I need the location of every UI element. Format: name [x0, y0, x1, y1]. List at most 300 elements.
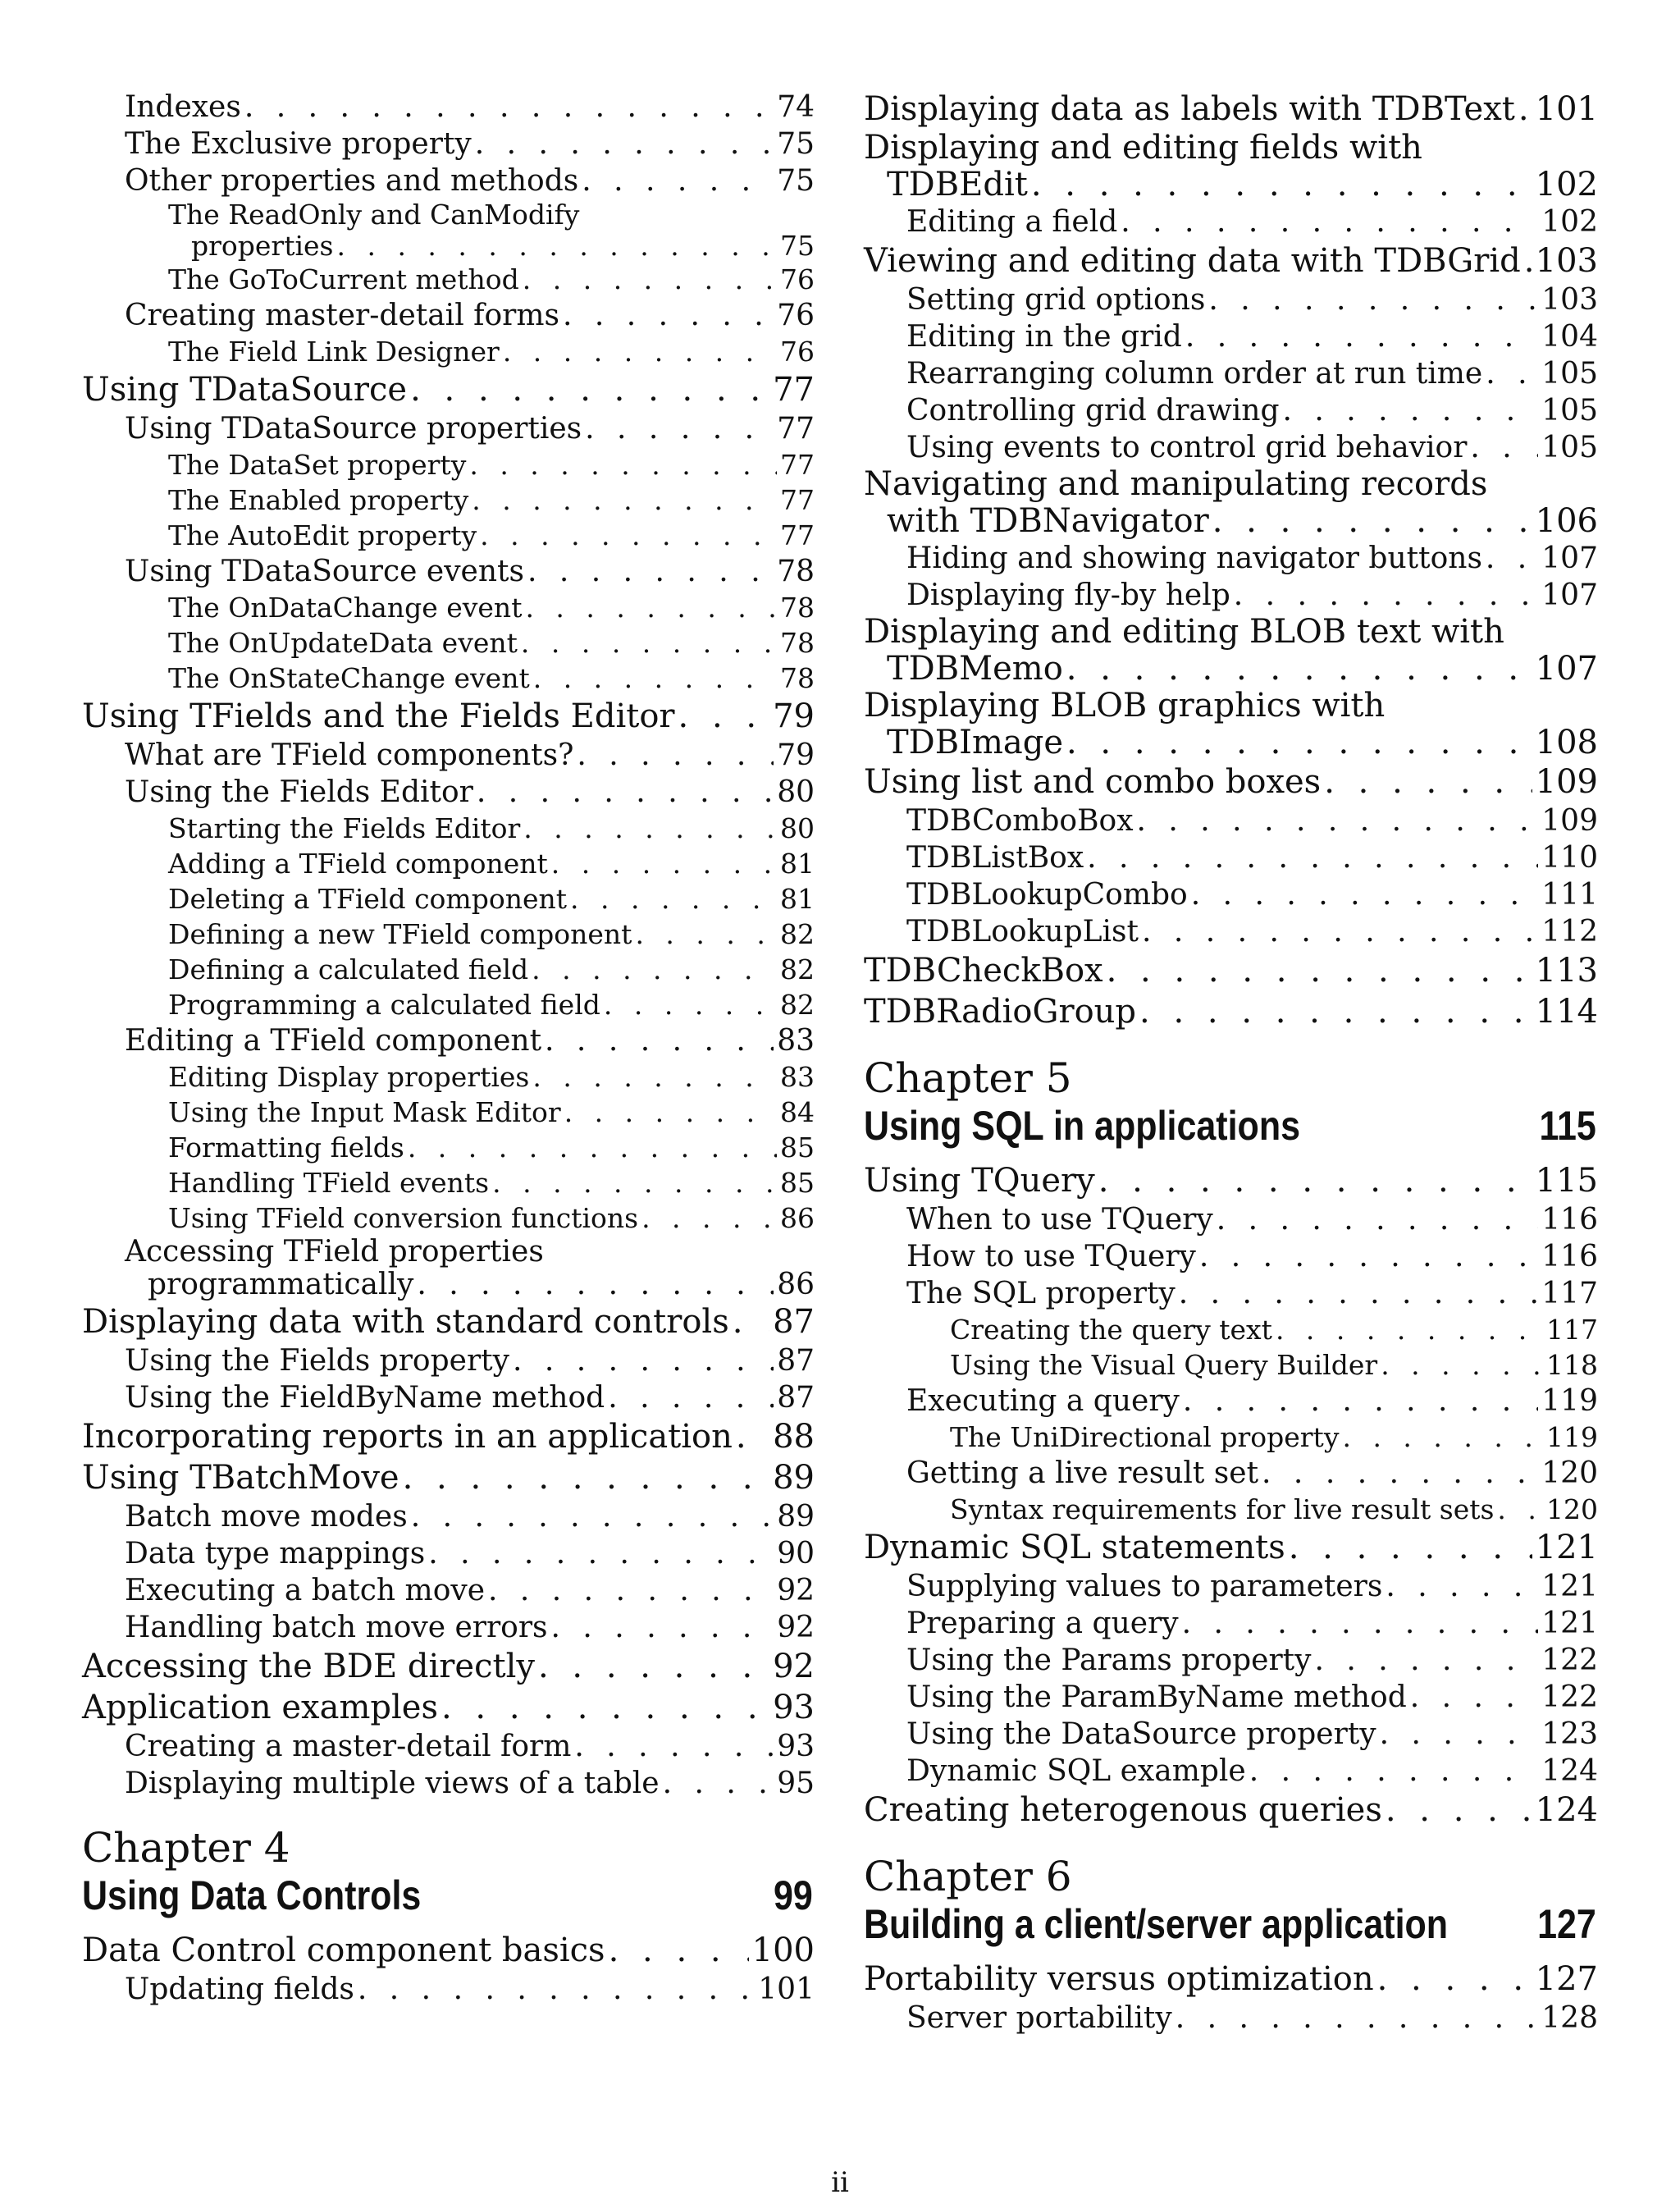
toc-entry-displaying-fly-by-help [864, 577, 1598, 614]
toc-entry-title: Dynamic SQL example [906, 1754, 1246, 1788]
toc-entry-title: Accessing TField properties [125, 1235, 544, 1269]
toc-right-column [864, 89, 1598, 2037]
toc-entry-title: Using TFields and the Fields Editor [82, 697, 675, 735]
dot-leader [358, 1971, 755, 2008]
toc-entry-the-readonly-and-canmodify-properties [82, 199, 815, 262]
dot-leader [564, 1095, 777, 1130]
toc-entry-title: Using the Input Mask Editor [168, 1096, 561, 1128]
dot-leader [1191, 876, 1539, 913]
toc-page-number: 92 [777, 1611, 815, 1644]
toc-entry-handling-tfield-events [82, 1165, 815, 1200]
toc-entry-title: Dynamic SQL statements [864, 1529, 1285, 1566]
dot-leader [1315, 1642, 1539, 1679]
toc-entry-title: Displaying multiple views of a table [125, 1767, 660, 1800]
dot-leader [678, 696, 770, 737]
dot-leader [635, 917, 777, 952]
toc-page-number: 109 [1541, 804, 1598, 838]
toc-entry-continuation [125, 1269, 815, 1301]
dot-leader [1066, 725, 1532, 761]
toc-entry-tdblookupcombo [864, 876, 1598, 913]
chapter-label: Chapter 5 [864, 1054, 1072, 1102]
toc-entry-the-unidirectional-property [864, 1420, 1598, 1455]
toc-entry-title: Creating the query text [950, 1314, 1272, 1346]
toc-entry-using-the-parambyname-method [864, 1679, 1598, 1716]
toc-entry-title: The OnDataChange event [168, 592, 523, 624]
toc-entry-title-continued: TDBEdit [887, 166, 1028, 203]
toc-entry-editing-a-tfield-component [82, 1022, 815, 1059]
toc-page-number: 105 [1541, 394, 1598, 427]
toc-entry-continuation [864, 503, 1598, 540]
toc-entry-title: Adding a TField component [168, 848, 548, 880]
toc-entry-title: TDBRadioGroup [864, 993, 1137, 1031]
dot-leader [532, 1059, 777, 1095]
toc-entry-continuation [864, 651, 1598, 688]
toc-entry-tdbcheckbox [864, 950, 1598, 991]
toc-page-number: 82 [780, 953, 815, 985]
toc-entry-editing-in-the-grid [864, 318, 1598, 355]
toc-entry-title: Editing a TField component [125, 1024, 542, 1058]
toc-page-number: 102 [1541, 205, 1598, 239]
dot-leader [336, 231, 777, 262]
chapter-page-number: 127 [1537, 1901, 1596, 1947]
toc-entry-title: When to use TQuery [906, 1203, 1213, 1237]
chapter-page-number: 115 [1539, 1103, 1596, 1149]
chapter-title: Using Data Controls [82, 1872, 422, 1918]
dot-leader [1386, 1790, 1532, 1831]
dot-leader [527, 553, 774, 590]
toc-entry-title: Using TQuery [864, 1162, 1095, 1200]
toc-entry-handling-batch-move-errors [82, 1609, 815, 1646]
toc-entry-title: Data Control component basics [82, 1932, 605, 1969]
toc-entry-hiding-and-showing-navigator-buttons [864, 540, 1598, 577]
toc-entry-title: Indexes [125, 90, 241, 124]
dot-leader [403, 1457, 770, 1498]
toc-entry-title: Application examples [82, 1689, 438, 1726]
toc-entry-accessing-the-bde-directly [82, 1646, 815, 1687]
dot-leader [1410, 1679, 1539, 1716]
toc-entry-title: Using events to control grid behavior [906, 431, 1468, 464]
toc-entry-the-autoedit-property [82, 518, 815, 553]
toc-page-number: 111 [1541, 878, 1598, 912]
dot-leader [1121, 203, 1538, 240]
dot-leader [533, 661, 777, 696]
toc-page-number: 76 [780, 263, 815, 295]
toc-entry-title: TDBLookupCombo [906, 878, 1188, 912]
toc-page-number: 121 [1535, 1529, 1598, 1566]
toc-page-number: 77 [777, 412, 815, 446]
toc-entry-title: Displaying data as labels with TDBText [864, 90, 1515, 128]
toc-page-number: 113 [1535, 952, 1598, 990]
toc-entry-title: Handling TField events [168, 1167, 490, 1199]
toc-page-number: 88 [773, 1418, 815, 1456]
toc-entry-title: Displaying and editing BLOB text with [864, 613, 1504, 651]
toc-page-number: 121 [1541, 1570, 1598, 1603]
dot-leader [469, 447, 777, 482]
toc-entry-title: The DataSet property [168, 449, 467, 481]
toc-entry-using-tquery [864, 1160, 1598, 1201]
toc-page-number: 95 [777, 1767, 815, 1800]
dot-leader [411, 1498, 774, 1535]
dot-leader [609, 1930, 749, 1971]
dot-leader [663, 1765, 774, 1802]
dot-leader [1176, 2000, 1539, 2037]
toc-entry-continuation [864, 725, 1598, 761]
toc-page-number: 81 [780, 883, 815, 915]
toc-entry-title: Portability versus optimization [864, 1960, 1374, 1998]
toc-page-number: 119 [1541, 1384, 1598, 1418]
chapter-heading [82, 1825, 815, 1920]
toc-page-number: 103 [1541, 283, 1598, 317]
toc-entry-using-tfields-and-the-fields-editor [82, 696, 815, 737]
toc-entry-data-type-mappings [82, 1535, 815, 1572]
toc-entry-creating-heterogenous-queries [864, 1790, 1598, 1831]
toc-entry-title: Using TDataSource [82, 371, 408, 409]
toc-entry-title: The ReadOnly and CanModify [168, 199, 580, 231]
dot-leader [525, 590, 777, 625]
toc-entry-title: What are TField components? [125, 738, 574, 772]
toc-page-number: 107 [1541, 542, 1598, 575]
toc-page-number: 83 [780, 1061, 815, 1093]
toc-page-number: 107 [1535, 650, 1598, 688]
toc-entry-what-are-tfield-components [82, 737, 815, 774]
toc-entry-tdbradiogroup [864, 991, 1598, 1032]
toc-page-number: 80 [780, 812, 815, 844]
dot-leader [641, 1200, 777, 1236]
toc-entry-using-tdatasource-events [82, 553, 815, 590]
dot-leader [1386, 1568, 1538, 1605]
toc-entry-deleting-a-tfield-component [82, 881, 815, 917]
toc-entry-programming-a-calculated-field [82, 987, 815, 1022]
toc-entry-title: TDBListBox [906, 841, 1084, 875]
toc-entry-executing-a-batch-move [82, 1572, 815, 1609]
toc-entry-title: The Field Link Designer [168, 336, 500, 368]
dot-leader [1377, 1959, 1532, 2000]
toc-page-number: 100 [751, 1932, 815, 1969]
toc-page-number: 103 [1535, 242, 1598, 280]
toc-entry-creating-the-query-text [864, 1312, 1598, 1347]
toc-entry-title: Server portability [906, 2001, 1172, 2035]
toc-entry-data-control-component-basics [82, 1930, 815, 1971]
toc-entry-title: Supplying values to parameters [906, 1570, 1383, 1603]
toc-entry-the-exclusive-property [82, 126, 815, 162]
toc-entry-using-the-fields-editor [82, 774, 815, 811]
toc-entry-title: Using the ParamByName method [906, 1680, 1407, 1714]
toc-entry-title: The OnUpdateData event [168, 627, 518, 659]
toc-entry-executing-a-query [864, 1383, 1598, 1420]
toc-page-number: 107 [1541, 578, 1598, 612]
toc-entry-title: Editing in the grid [906, 320, 1182, 354]
toc-entry-editing-a-field [864, 203, 1598, 240]
toc-page-number: 105 [1541, 357, 1598, 391]
dot-leader [488, 1572, 774, 1609]
toc-entry-formatting-fields [82, 1130, 815, 1165]
toc-entry-navigating-and-manipulating-records-with-tdbnavigator [864, 466, 1598, 540]
toc-entry-title: Rearranging column order at run time [906, 357, 1483, 391]
toc-entry-title-continued: TDBMemo [887, 650, 1063, 688]
toc-page-number: 78 [777, 555, 815, 588]
toc-entry-adding-a-tfield-component [82, 846, 815, 881]
dot-leader [1212, 503, 1532, 540]
dot-leader [604, 987, 777, 1022]
toc-entry-the-dataset-property [82, 447, 815, 482]
toc-entry-syntax-requirements-for-live-result-sets [864, 1492, 1598, 1527]
toc-page-number: 128 [1541, 2001, 1598, 2035]
toc-entry-title: Using the Fields property [125, 1344, 509, 1378]
toc-entry-dynamic-sql-statements [864, 1527, 1598, 1568]
toc-entry-using-the-input-mask-editor [82, 1095, 815, 1130]
toc-entry-title: The OnStateChange event [168, 662, 530, 694]
toc-entry-title-continued: properties [191, 230, 334, 262]
dot-leader [503, 334, 777, 369]
toc-entry-title: The UniDirectional property [950, 1421, 1340, 1453]
toc-page-number: 82 [780, 989, 815, 1021]
dot-leader [1098, 1160, 1532, 1201]
toc-page-number: 109 [1535, 763, 1598, 801]
toc-entry-using-the-params-property [864, 1642, 1598, 1679]
toc-page-number: 122 [1541, 1680, 1598, 1714]
dot-leader [574, 1728, 774, 1765]
toc-page-number: 92 [777, 1574, 815, 1607]
toc-entry-defining-a-calculated-field [82, 952, 815, 987]
toc-page-number: 123 [1541, 1717, 1598, 1751]
chapter-title-row [864, 1101, 1596, 1150]
chapter-heading [864, 1854, 1598, 1949]
toc-entry-title: Updating fields [125, 1973, 354, 2006]
toc-page-number: 79 [773, 697, 815, 735]
toc-entry-title: Using TBatchMove [82, 1459, 399, 1497]
toc-entry-the-sql-property [864, 1275, 1598, 1312]
chapter-label: Chapter 6 [864, 1853, 1072, 1900]
toc-entry-title: Using the FieldByName method [125, 1381, 605, 1415]
toc-entry-using-tdatasource-properties [82, 410, 815, 447]
toc-entry-server-portability [864, 2000, 1598, 2037]
dot-leader [563, 297, 774, 334]
toc-page-number: 119 [1546, 1421, 1598, 1453]
toc-page-number: 85 [780, 1132, 815, 1164]
dot-leader [1342, 1420, 1543, 1455]
dot-leader [1182, 1605, 1539, 1642]
toc-page-number: 83 [777, 1024, 815, 1058]
toc-entry-tdblistbox [864, 839, 1598, 876]
toc-page-number: 116 [1541, 1240, 1598, 1273]
toc-page-number: 115 [1535, 1162, 1598, 1200]
toc-page-number: 76 [780, 336, 815, 368]
toc-entry-title: Hiding and showing navigator buttons [906, 542, 1482, 575]
toc-left-column [82, 89, 815, 2008]
toc-page-number: 79 [777, 738, 815, 772]
toc-entry-title: Using TField conversion functions [168, 1202, 639, 1234]
page-number: ii [831, 2166, 849, 2199]
toc-entry-using-list-and-combo-boxes [864, 761, 1598, 802]
toc-page-number: 80 [777, 775, 815, 809]
toc-page-number: 77 [773, 371, 815, 409]
toc-entry-title: Accessing the BDE directly [82, 1648, 535, 1685]
dot-leader [577, 737, 774, 774]
dot-leader [582, 162, 774, 199]
toc-entry-title: Executing a query [906, 1384, 1180, 1418]
toc-entry-title: Using list and combo boxes [864, 763, 1322, 801]
toc-page-number: 87 [773, 1303, 815, 1341]
toc-page-number: 110 [1541, 841, 1598, 875]
dot-leader [1185, 318, 1538, 355]
toc-entry-setting-grid-options [864, 281, 1598, 318]
dot-leader [244, 89, 774, 126]
toc-entry-other-properties-and-methods [82, 162, 815, 199]
toc-page-number: 101 [1535, 90, 1598, 128]
dot-leader [1137, 802, 1539, 839]
dot-leader [551, 1609, 774, 1646]
toc-entry-using-tfield-conversion-functions [82, 1200, 815, 1236]
dot-leader [521, 625, 777, 661]
toc-entry-when-to-use-tquery [864, 1201, 1598, 1238]
toc-entry-title: Using TDataSource events [125, 555, 524, 588]
toc-page-number: 118 [1546, 1349, 1598, 1381]
toc-page-number: 86 [777, 1268, 815, 1301]
toc-entry-continuation [168, 231, 815, 262]
dot-leader [1183, 1383, 1538, 1420]
dot-leader [477, 774, 774, 811]
dot-leader [1497, 1492, 1543, 1527]
toc-entry-title: Displaying and editing fields with [864, 129, 1422, 167]
toc-entry-creating-master-detail-forms [82, 297, 815, 334]
toc-entry-title: Defining a calculated field [168, 953, 529, 985]
dot-leader [1283, 392, 1539, 429]
toc-entry-title: Batch move modes [125, 1500, 408, 1534]
dot-leader [441, 1687, 769, 1728]
chapter-title: Using SQL in applications [864, 1103, 1301, 1149]
toc-entry-creating-a-master-detail-form [82, 1728, 815, 1765]
toc-entry-title: Viewing and editing data with TDBGrid [864, 242, 1521, 280]
toc-entry-title: Defining a new TField component [168, 918, 632, 950]
toc-page-number: 92 [773, 1648, 815, 1685]
toc-entry-the-field-link-designer [82, 334, 815, 369]
chapter-title: Building a client/server application [864, 1901, 1449, 1947]
chapter-title-row [864, 1900, 1596, 1949]
toc-page-number: 86 [780, 1202, 815, 1234]
toc-entry-the-onstatechange-event [82, 661, 815, 696]
toc-page-number: 75 [777, 164, 815, 198]
toc-page-number: 93 [773, 1689, 815, 1726]
dot-leader [585, 410, 774, 447]
toc-entry-title: The Exclusive property [125, 127, 472, 161]
toc-page-number: 77 [780, 484, 815, 516]
toc-page-number: 105 [1541, 431, 1598, 464]
chapter-title-row [82, 1871, 813, 1920]
toc-entry-title: Executing a batch move [125, 1574, 486, 1607]
toc-entry-title: Handling batch move errors [125, 1611, 548, 1644]
toc-entry-title: TDBLookupList [906, 915, 1139, 949]
dot-leader [410, 369, 769, 410]
toc-entry-getting-a-live-result-set [864, 1455, 1598, 1492]
dot-leader [513, 1342, 774, 1379]
toc-entry-using-the-datasource-property [864, 1716, 1598, 1753]
toc-page-number: 93 [777, 1730, 815, 1763]
toc-entry-title: Starting the Fields Editor [168, 812, 521, 844]
toc-entry-title-continued: programmatically [148, 1268, 414, 1301]
toc-entry-title: Using the Visual Query Builder [950, 1349, 1378, 1381]
dot-leader [523, 811, 777, 846]
toc-page-number: 101 [758, 1973, 815, 2006]
toc-entry-preparing-a-query [864, 1605, 1598, 1642]
toc-entry-displaying-data-as-labels-with-tdbtext [864, 89, 1598, 130]
dot-leader [428, 1535, 774, 1572]
dot-leader [1199, 1238, 1538, 1275]
toc-entry-rearranging-column-order-at-run-time [864, 355, 1598, 392]
toc-page-number: 82 [780, 918, 815, 950]
toc-page-number: 77 [780, 449, 815, 481]
dot-leader [1524, 240, 1532, 281]
toc-page-number: 104 [1541, 320, 1598, 354]
toc-entry-continuation [864, 167, 1598, 203]
toc-entry-the-onupdatedata-event [82, 625, 815, 661]
toc-page-number: 81 [780, 848, 815, 880]
toc-entry-title: Creating heterogenous queries [864, 1791, 1382, 1829]
dot-leader [1217, 1201, 1539, 1238]
toc-entry-title-continued: TDBImage [887, 724, 1063, 761]
toc-page-number: 116 [1541, 1203, 1598, 1237]
dot-leader [1470, 429, 1538, 466]
chapter-page-number: 99 [774, 1872, 813, 1918]
toc-entry-the-enabled-property [82, 482, 815, 518]
toc-entry-title: Creating a master-detail form [125, 1730, 572, 1763]
toc-entry-title: The AutoEdit property [168, 519, 477, 551]
toc-entry-supplying-values-to-parameters [864, 1568, 1598, 1605]
toc-entry-the-gotocurrent-method [82, 262, 815, 297]
dot-leader [480, 518, 777, 553]
toc-entry-how-to-use-tquery [864, 1238, 1598, 1275]
toc-entry-title: Programming a calculated field [168, 989, 600, 1021]
toc-page-number: 89 [773, 1459, 815, 1497]
toc-entry-title: Displaying BLOB graphics with [864, 687, 1386, 725]
toc-page-number: 127 [1535, 1960, 1598, 1998]
toc-entry-controlling-grid-drawing [864, 392, 1598, 429]
toc-page-number: 124 [1541, 1754, 1598, 1788]
dot-leader [551, 846, 777, 881]
dot-leader [1381, 1347, 1543, 1383]
toc-page-number: 117 [1541, 1277, 1598, 1310]
toc-entry-title: Using the Params property [906, 1644, 1312, 1677]
toc-entry-title: Editing a field [906, 205, 1118, 239]
toc-entry-title: Preparing a query [906, 1607, 1179, 1640]
toc-page-number: 75 [777, 127, 815, 161]
dot-leader [1276, 1312, 1543, 1347]
dot-leader [492, 1165, 777, 1200]
dot-leader [408, 1130, 777, 1165]
dot-leader [1179, 1275, 1539, 1312]
toc-entry-title: Other properties and methods [125, 164, 579, 198]
toc-entry-using-the-fields-property [82, 1342, 815, 1379]
toc-entry-incorporating-reports-in-an-application [82, 1416, 815, 1457]
toc-page-number: 74 [777, 90, 815, 124]
toc-page-number: 121 [1541, 1607, 1598, 1640]
toc-page-number: 120 [1541, 1456, 1598, 1490]
dot-leader [472, 482, 777, 518]
toc-entry-dynamic-sql-example [864, 1753, 1598, 1790]
toc-entry-title: Incorporating reports in an application [82, 1418, 733, 1456]
toc-entry-using-events-to-control-grid-behavior [864, 429, 1598, 466]
toc-entry-portability-versus-optimization [864, 1959, 1598, 2000]
dot-leader [538, 1646, 769, 1687]
toc-entry-title: How to use TQuery [906, 1240, 1196, 1273]
toc-entry-updating-fields [82, 1971, 815, 2008]
toc-entry-displaying-blob-graphics-with-tdbimage [864, 688, 1598, 761]
dot-leader [1289, 1527, 1532, 1568]
toc-entry-using-tbatchmove [82, 1457, 815, 1498]
dot-leader [475, 126, 774, 162]
toc-page-number: 108 [1535, 724, 1598, 761]
toc-page-number: 75 [780, 230, 815, 262]
toc-entry-title: Syntax requirements for live result sets [950, 1493, 1495, 1525]
